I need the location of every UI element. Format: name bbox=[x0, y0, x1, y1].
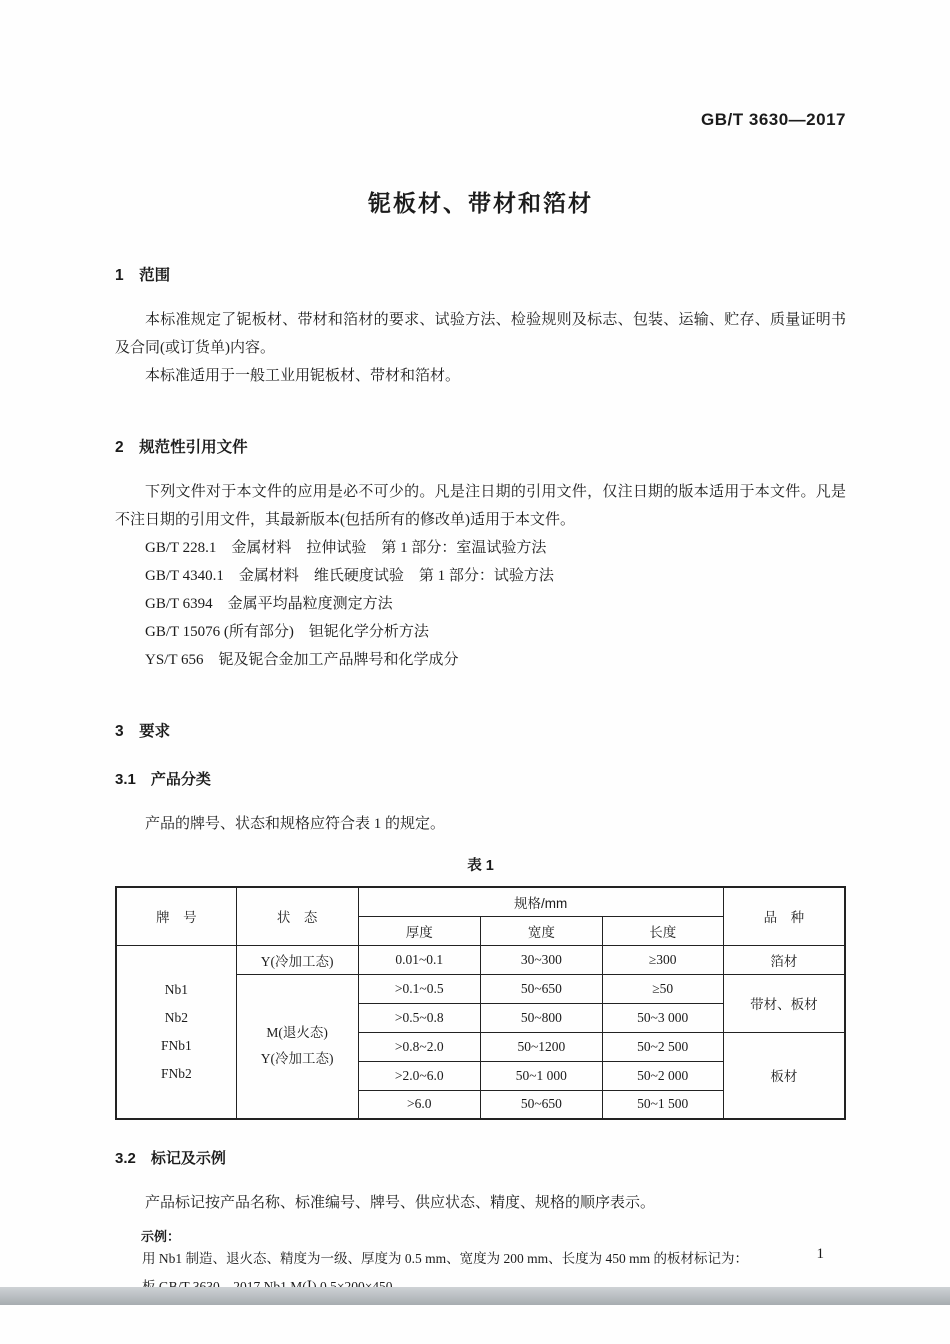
document-title: 铌板材、带材和箔材 bbox=[368, 190, 593, 216]
col-header-brand: 牌 号 bbox=[116, 887, 236, 945]
variety-cell-plate: 板材 bbox=[723, 1032, 845, 1119]
brand-nb1: Nb1 bbox=[164, 981, 189, 997]
example-description: 用 Nb1 制造、退火态、精度为一级、厚度为 0.5 mm、宽度为 200 mm、长度为 450 mm 的板材标记为： bbox=[142, 1251, 749, 1266]
variety-cell-foil: 箔材 bbox=[723, 945, 845, 974]
example-label: 示例： bbox=[141, 1229, 181, 1244]
page-content bbox=[115, 0, 846, 1301]
section-1-paragraph-2: 本标准适用于一般工业用铌板材、带材和箔材。 bbox=[145, 368, 461, 384]
brand-fnb1: FNb1 bbox=[161, 1037, 192, 1053]
table-header-row-1 bbox=[116, 887, 845, 916]
length-cell: 50~1 500 bbox=[602, 1090, 723, 1119]
variety-cell-strip-plate: 带材、板材 bbox=[723, 974, 845, 1032]
section-3-1-paragraph: 产品的牌号、状态和规格应符合表 1 的规定。 bbox=[145, 816, 446, 832]
length-cell: ≥300 bbox=[602, 945, 723, 974]
thickness-cell: >0.5~0.8 bbox=[358, 1003, 480, 1032]
length-cell: 50~2 500 bbox=[602, 1032, 723, 1061]
state-annealed: M(退火态) bbox=[266, 1025, 328, 1041]
reference-item-gbt-15076: GB/T 15076 (所有部分) 钽铌化学分析方法 bbox=[145, 624, 429, 640]
length-cell: 50~3 000 bbox=[602, 1003, 723, 1032]
section-3-2-paragraph: 产品标记按产品名称、标准编号、牌号、供应状态、精度、规格的顺序表示。 bbox=[145, 1195, 656, 1211]
section-2-heading: 2 规范性引用文件 bbox=[115, 439, 248, 456]
state-cell-cold-worked: Y(冷加工态) bbox=[236, 945, 358, 974]
page-bottom-scan-edge bbox=[0, 1287, 950, 1305]
brand-nb2: Nb2 bbox=[164, 1009, 189, 1025]
reference-item-gbt-4340-1: GB/T 4340.1 金属材料 维氏硬度试验 第 1 部分：试验方法 bbox=[145, 568, 554, 584]
length-cell: ≥50 bbox=[602, 974, 723, 1003]
page-number: 1 bbox=[816, 1246, 824, 1262]
section-1-paragraph-1: 本标准规定了铌板材、带材和箔材的要求、试验方法、检验规则及标志、包装、运输、贮存、质量证明书及合同(或订货单)内容。 bbox=[115, 312, 846, 356]
reference-item-yst-656: YS/T 656 铌及铌合金加工产品牌号和化学成分 bbox=[145, 652, 459, 668]
section-3-2-heading: 3.2 标记及示例 bbox=[115, 1150, 226, 1167]
section-3-heading: 3 要求 bbox=[115, 723, 171, 740]
state-cell-annealed-cold-worked bbox=[236, 974, 358, 1119]
length-cell: 50~2 000 bbox=[602, 1061, 723, 1090]
table-1-caption: 表 1 bbox=[467, 858, 494, 874]
brand-fnb2: FNb2 bbox=[161, 1065, 192, 1081]
width-cell: 50~1 000 bbox=[480, 1061, 602, 1090]
col-header-state: 状 态 bbox=[236, 887, 358, 945]
reference-item-gbt-6394: GB/T 6394 金属平均晶粒度测定方法 bbox=[145, 596, 393, 612]
col-header-width: 宽度 bbox=[480, 916, 602, 945]
table-row-1 bbox=[116, 945, 845, 974]
width-cell: 50~1200 bbox=[480, 1032, 602, 1061]
references-list bbox=[115, 534, 846, 674]
state-cold-worked: Y(冷加工态) bbox=[260, 1051, 334, 1067]
reference-item-gbt-228-1: GB/T 228.1 金属材料 拉伸试验 第 1 部分：室温试验方法 bbox=[145, 540, 547, 556]
width-cell: 50~650 bbox=[480, 1090, 602, 1119]
table-1 bbox=[115, 886, 846, 1120]
thickness-cell: 0.01~0.1 bbox=[358, 945, 480, 974]
thickness-cell: >0.8~2.0 bbox=[358, 1032, 480, 1061]
thickness-cell: >2.0~6.0 bbox=[358, 1061, 480, 1090]
col-header-length: 长度 bbox=[602, 916, 723, 945]
col-header-variety: 品 种 bbox=[723, 887, 845, 945]
standard-number: GB/T 3630—2017 bbox=[701, 110, 846, 129]
width-cell: 30~300 bbox=[480, 945, 602, 974]
width-cell: 50~650 bbox=[480, 974, 602, 1003]
width-cell: 50~800 bbox=[480, 1003, 602, 1032]
brand-cell bbox=[116, 945, 236, 1119]
col-header-spec-group: 规格/mm bbox=[358, 887, 723, 916]
thickness-cell: >0.1~0.5 bbox=[358, 974, 480, 1003]
section-1-heading: 1 范围 bbox=[115, 267, 171, 284]
section-2-paragraph-1: 下列文件对于本文件的应用是必不可少的。凡是注日期的引用文件，仅注日期的版本适用于本文件。凡是不注日期的引用文件，其最新版本(包括所有的修改单)适用于本文件。 bbox=[115, 484, 846, 528]
section-3-1-heading: 3.1 产品分类 bbox=[115, 771, 211, 788]
thickness-cell: >6.0 bbox=[358, 1090, 480, 1119]
col-header-thickness: 厚度 bbox=[358, 916, 480, 945]
